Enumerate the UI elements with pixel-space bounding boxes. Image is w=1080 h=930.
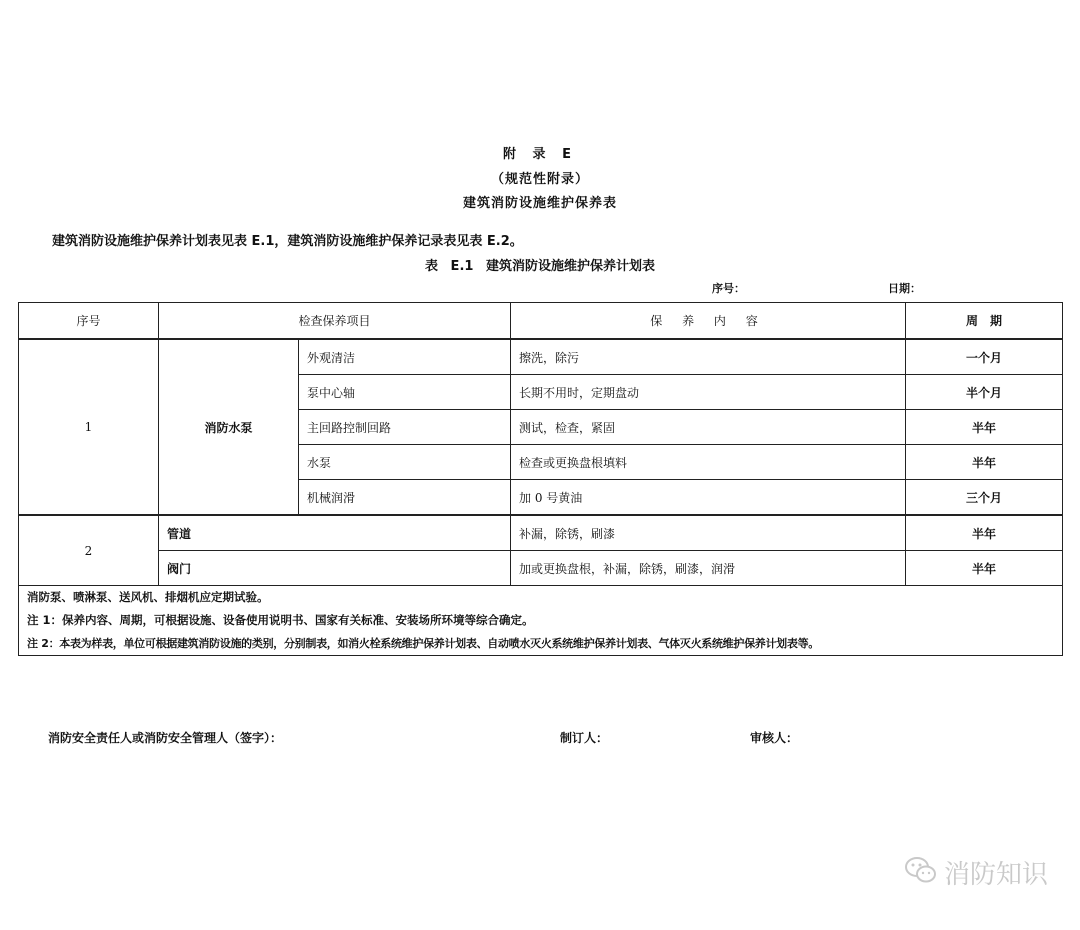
table-row <box>19 515 1063 551</box>
content-cell: 加 0 号黄油 <box>511 480 906 516</box>
period-cell: 半个月 <box>906 375 1063 410</box>
table-header-row <box>19 303 1063 340</box>
watermark-text: 消防知识 <box>944 859 1049 890</box>
maker-label: 制订人： <box>560 731 609 745</box>
notes-row <box>19 586 1063 656</box>
period-cell: 一个月 <box>906 339 1063 375</box>
appendix-heading: 建筑消防设施维护保养表 <box>462 196 617 211</box>
serial-number-label: 序号： <box>712 282 745 295</box>
period-cell: 半年 <box>906 551 1063 586</box>
period-cell: 半年 <box>906 515 1063 551</box>
table-caption: 表 E.1 建筑消防设施维护保养计划表 <box>425 259 655 274</box>
content-cell: 加或更换盘根，补漏，除锈，刷漆，润滑 <box>511 551 906 586</box>
content-cell: 补漏，除锈，刷漆 <box>511 515 906 551</box>
item-cell: 管道 <box>159 515 511 551</box>
group-category: 消防水泵 <box>159 339 299 515</box>
content-cell: 检查或更换盘根填料 <box>511 445 906 480</box>
header-item: 检查保养项目 <box>159 303 511 340</box>
table-row <box>19 551 1063 586</box>
item-cell: 水泵 <box>299 445 511 480</box>
reviewer-label: 审核人： <box>750 731 799 745</box>
item-cell: 主回路控制回路 <box>299 410 511 445</box>
table-row <box>19 339 1063 375</box>
note-line: 消防泵、喷淋泵、送风机、排烟机应定期试验。 <box>27 590 269 604</box>
content-cell: 测试，检查，紧固 <box>511 410 906 445</box>
notes-cell <box>19 586 1063 656</box>
maintenance-plan-table <box>18 302 1063 656</box>
header-period: 周 期 <box>906 303 1063 340</box>
group-seq: 2 <box>19 515 159 586</box>
item-cell: 阀门 <box>159 551 511 586</box>
content-cell: 擦洗，除污 <box>511 339 906 375</box>
period-cell: 半年 <box>906 410 1063 445</box>
header-content: 保 养 内 容 <box>511 303 906 340</box>
note-line: 注 1：保养内容、周期，可根据设施、设备使用说明书、国家有关标准、安装场所环境等综合确定。 <box>27 613 534 627</box>
group-seq: 1 <box>19 339 159 515</box>
intro-paragraph: 建筑消防设施维护保养计划表见表 E.1，建筑消防设施维护保养记录表见表 E.2。 <box>52 234 523 249</box>
wechat-icon <box>904 855 938 889</box>
note-line: 注 2：本表为样表，单位可根据建筑消防设施的类别，分别制表，如消火栓系统维护保养计划表、自动喷水灭火系统维护保养计划表、气体灭火系统维护保养计划表等。 <box>27 637 819 650</box>
watermark <box>904 852 1048 892</box>
appendix-title: 附 录 E <box>503 147 577 162</box>
item-cell: 外观清洁 <box>299 339 511 375</box>
period-cell: 三个月 <box>906 480 1063 516</box>
period-cell: 半年 <box>906 445 1063 480</box>
responsible-person-signature-label: 消防安全责任人或消防安全管理人（签字）： <box>48 731 283 745</box>
item-cell: 机械润滑 <box>299 480 511 516</box>
header-seq: 序号 <box>19 303 159 340</box>
item-cell: 泵中心轴 <box>299 375 511 410</box>
appendix-subtitle: （规范性附录） <box>490 172 589 187</box>
date-label: 日期： <box>888 282 921 295</box>
content-cell: 长期不用时，定期盘动 <box>511 375 906 410</box>
